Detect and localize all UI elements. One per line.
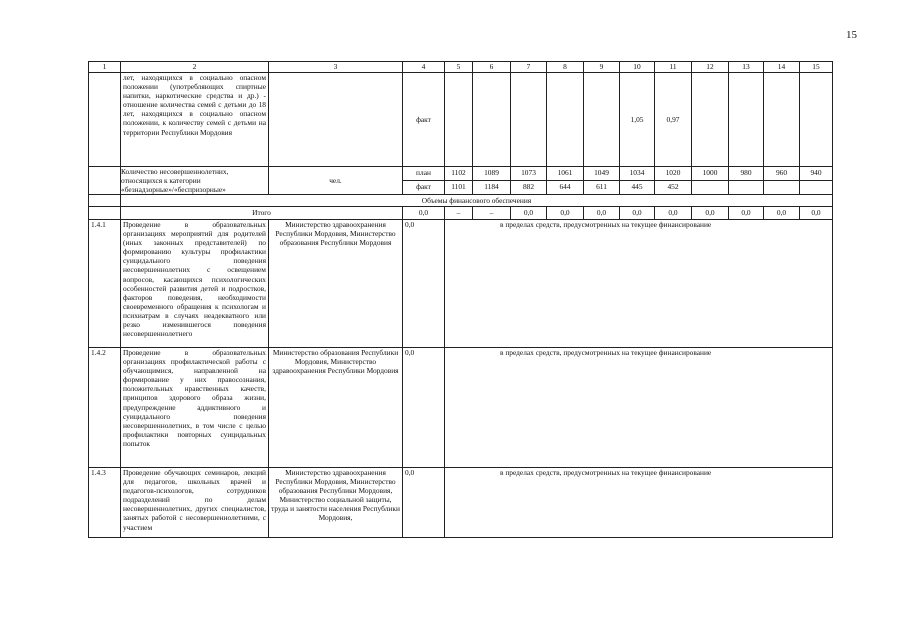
header-cell: 10 [620, 62, 655, 73]
row-text: Проведение в образовательных организациях профилактической работы с обучающимися, направленной на формирование у них правосознания, положительных нравственных качеств, принципов здорового образа жизни, предупреждение аддиктивного и суицидального поведения несовершеннолетних, в том числе с целью профилактики повторных суицидальных попыток [121, 348, 269, 468]
count-unit: чел. [269, 167, 403, 195]
total-value: 0,0 [584, 207, 620, 220]
row-number: 1.4.3 [89, 468, 121, 538]
total-value: 0,0 [764, 207, 800, 220]
indicator-row [89, 73, 833, 167]
plan-value: 960 [764, 167, 800, 181]
plan-value: 1089 [473, 167, 511, 181]
header-cell: 11 [655, 62, 692, 73]
total-value: 0,0 [729, 207, 764, 220]
plan-value: 1020 [655, 167, 692, 181]
header-cell: 14 [764, 62, 800, 73]
row-note: в пределах средств, предусмотренных на текущее финансирование [445, 348, 833, 468]
program-table [88, 61, 833, 538]
header-cell: 2 [121, 62, 269, 73]
fact-value: 445 [620, 181, 655, 195]
plan-value: 1034 [620, 167, 655, 181]
indicator-value: 0,97 [655, 73, 692, 167]
fact-value: 1101 [445, 181, 473, 195]
header-cell: 7 [511, 62, 547, 73]
row-number: 1.4.1 [89, 220, 121, 348]
fact-value: 1184 [473, 181, 511, 195]
row-text: Проведение обучающих семинаров, лекций для педагогов, школьных врачей и педагогов-психологов, сотрудников подразделений по делам несовершеннолетних, других специалистов, занятых работой с несовершеннолетними, с участием [121, 468, 269, 538]
plan-value: 1061 [547, 167, 584, 181]
header-cell: 6 [473, 62, 511, 73]
plan-value: 1102 [445, 167, 473, 181]
header-cell: 5 [445, 62, 473, 73]
funding-header: Объемы финансового обеспечения [121, 195, 833, 207]
row-executor: Министерство образования Республики Мордовия, Министерство здравоохранения Республики Мордовия [269, 348, 403, 468]
fact-label: факт [403, 181, 445, 195]
table-row [89, 468, 833, 538]
total-value: 0,0 [800, 207, 833, 220]
total-value: 0,0 [692, 207, 729, 220]
plan-label: план [403, 167, 445, 181]
header-cell: 15 [800, 62, 833, 73]
header-cell: 12 [692, 62, 729, 73]
header-row [89, 62, 833, 73]
total-value: 0,0 [547, 207, 584, 220]
total-row [89, 207, 833, 220]
row-executor: Министерство здравоохранения Республики Мордовия, Министерство образования Республики Мордовия, Министерство социальной защиты, труда и занятости населения Республики Мордовия, [269, 468, 403, 538]
count-text: Количество несовершеннолетних, относящихся к категории «безнадзорные»/«беспризорные» [121, 167, 269, 195]
fact-value: 611 [584, 181, 620, 195]
total-value: – [445, 207, 473, 220]
header-cell: 4 [403, 62, 445, 73]
total-label: Итого [121, 207, 403, 220]
row-note: в пределах средств, предусмотренных на текущее финансирование [445, 220, 833, 348]
plan-value: 1000 [692, 167, 729, 181]
fact-value: 452 [655, 181, 692, 195]
plan-value: 940 [800, 167, 833, 181]
fact-value: 882 [511, 181, 547, 195]
row-number: 1.4.2 [89, 348, 121, 468]
header-cell: 9 [584, 62, 620, 73]
row-note: в пределах средств, предусмотренных на текущее финансирование [445, 468, 833, 538]
fact-value: 644 [547, 181, 584, 195]
indicator-type: факт [403, 73, 445, 167]
plan-value: 1073 [511, 167, 547, 181]
total-value: – [473, 207, 511, 220]
row-executor: Министерство здравоохранения Республики Мордовия, Министерство образования Республики Мордовия [269, 220, 403, 348]
row-value: 0,0 [403, 348, 445, 468]
table-row [89, 348, 833, 468]
total-value: 0,0 [511, 207, 547, 220]
header-cell: 13 [729, 62, 764, 73]
header-cell: 3 [269, 62, 403, 73]
indicator-value: 1,05 [620, 73, 655, 167]
count-plan-row [89, 167, 833, 181]
header-cell: 1 [89, 62, 121, 73]
total-value: 0,0 [403, 207, 445, 220]
total-value: 0,0 [620, 207, 655, 220]
row-value: 0,0 [403, 220, 445, 348]
row-value: 0,0 [403, 468, 445, 538]
plan-value: 1049 [584, 167, 620, 181]
table-row [89, 220, 833, 348]
funding-header-row [89, 195, 833, 207]
row-text: Проведение в образовательных организациях мероприятий для родителей (иных законных представителей) по формированию культуры профилактики суицидального поведения несовершеннолетних с освещением вопросов, касающихся психологических особенностей развития детей и подростков, факторов поведения, необходимости своевременного обращения к психологам и психиатрам в случаях неадекватного или резко изменившегося поведения несовершеннолетнего [121, 220, 269, 348]
page-number: 15 [846, 29, 857, 41]
plan-value: 980 [729, 167, 764, 181]
indicator-text: лет, находящихся в социально опасном положении (употребляющих спиртные напитки, наркотические средства и др.) - отношение количества семей с детьми до 18 лет, находящихся в социально опасном положении, к количеству семей с детьми на территории Республики Мордовия [121, 73, 269, 167]
total-value: 0,0 [655, 207, 692, 220]
header-cell: 8 [547, 62, 584, 73]
